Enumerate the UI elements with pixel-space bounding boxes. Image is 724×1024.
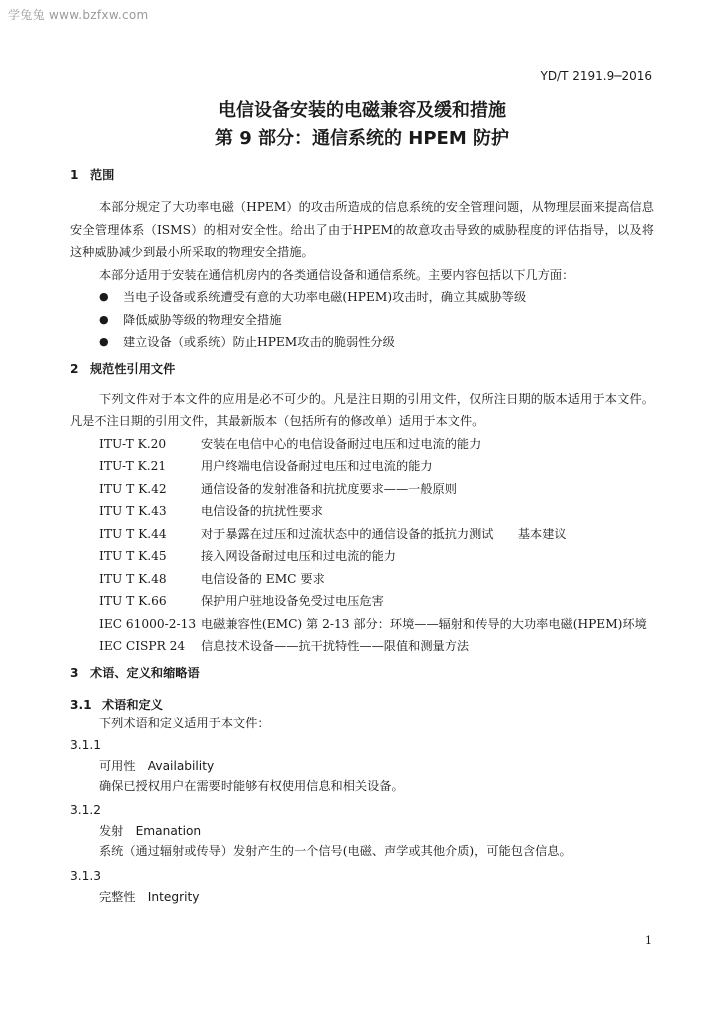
title-line-1: 电信设备安装的电磁兼容及缓和措施 [218, 100, 506, 121]
reference-row [99, 523, 647, 546]
list-item [70, 331, 654, 354]
section-heading-1 [70, 166, 654, 184]
subsection-title: 术语和定义 [102, 697, 163, 712]
subsection-intro: 下列术语和定义适用于本文件： [99, 715, 270, 730]
subsection-number: 3.1 [70, 697, 92, 712]
term-zh: 发射 [99, 824, 124, 838]
watermark: 学兔兔 www.bzfxw.com [8, 8, 149, 22]
term-en: Emanation [135, 824, 202, 838]
list-item-text: 降低威胁等级的物理安全措施 [123, 312, 282, 327]
reference-code: ITU-T K.20 [99, 436, 167, 451]
paragraph: 下列文件对于本文件的应用是必不可少的。凡是注日期的引用文件，仅所注日期的版本适用于本文件。凡是不注日期的引用文件，其最新版本（包括所有的修改单）适用于本文件。 [70, 391, 654, 428]
paragraph: 本部分适用于安装在通信机房内的各类通信设备和通信系统。主要内容包括以下几方面： [99, 267, 575, 282]
reference-code: IEC CISPR 24 [99, 639, 186, 653]
section-heading-2 [70, 360, 654, 378]
document-body [70, 166, 654, 906]
term-definition: 系统（通过辐射或传导）发射产生的一个信号(电磁、声学或其他介质)，可能包含信息。 [99, 844, 572, 858]
reference-code: IEC 61000-2-13 [99, 616, 197, 631]
term-number: 3.1.2 [70, 803, 102, 817]
section-title: 范围 [90, 168, 115, 182]
reference-row [99, 635, 647, 658]
term-zh: 完整性 [99, 889, 136, 904]
reference-code: ITU T K.42 [99, 481, 167, 496]
reference-code: ITU-T K.21 [99, 459, 167, 473]
bullet-icon: ● [99, 290, 109, 303]
reference-title: 用户终端电信设备耐过电压和过电流的能力 [201, 459, 433, 473]
list-item-text: 建立设备（或系统）防止HPEM攻击的脆弱性分级 [123, 335, 395, 349]
section-number: 1 [70, 168, 79, 182]
page-number: 1 [645, 934, 652, 947]
reference-row [99, 545, 647, 568]
term-heading [70, 757, 654, 775]
section-title: 规范性引用文件 [90, 361, 176, 376]
reference-row [99, 500, 647, 523]
term-definition: 确保已授权用户在需要时能够有权使用信息和相关设备。 [99, 778, 404, 793]
reference-list [99, 433, 647, 658]
reference-row [99, 455, 647, 478]
reference-row [99, 613, 647, 636]
reference-title: 电磁兼容性(EMC) 第 2-13 部分：环境——辐射和传导的大功率电磁(HPEM)环境 [201, 616, 647, 631]
section-title: 术语、定义和缩略语 [90, 665, 200, 680]
term-number: 3.1.3 [70, 868, 102, 883]
section-number: 3 [70, 665, 79, 680]
reference-title: 接入网设备耐过电压和过电流的能力 [201, 549, 396, 563]
reference-row [99, 568, 647, 591]
term-heading [70, 822, 654, 840]
reference-title: 安装在电信中心的电信设备耐过电压和过电流的能力 [201, 436, 482, 451]
reference-title: 电信设备的抗扰性要求 [201, 504, 323, 518]
term-en: Availability [147, 758, 215, 773]
section-heading-3 [70, 664, 654, 682]
term-number: 3.1.1 [70, 737, 102, 752]
reference-code: ITU T K.66 [99, 594, 167, 608]
reference-row [99, 478, 647, 501]
title-line-2: 第 9 部分：通信系统的 HPEM 防护 [214, 128, 510, 149]
bullet-list [70, 286, 654, 354]
reference-title: 保护用户驻地设备免受过电压危害 [201, 594, 384, 608]
list-item [70, 309, 654, 332]
reference-title: 信息技术设备——抗干扰特性——限值和测量方法 [201, 639, 470, 653]
reference-code: ITU T K.45 [99, 549, 167, 563]
term-zh: 可用性 [99, 758, 136, 773]
reference-row [99, 590, 647, 613]
subsection-heading-3-1 [70, 696, 654, 714]
paragraph: 本部分规定了大功率电磁（HPEM）的攻击所造成的信息系统的安全管理问题，从物理层面来提高信息安全管理体系（ISMS）的相对安全性。给出了由于HPEM的故意攻击导致的威胁程度的评估指导，以及将这种威胁减少到最小所采取的物理安全措施。 [70, 200, 654, 259]
list-item-text: 当电子设备或系统遭受有意的大功率电磁(HPEM)攻击时，确立其威胁等级 [123, 290, 527, 304]
reference-code: ITU T K.44 [99, 526, 167, 541]
bullet-icon: ● [99, 312, 109, 326]
section-number: 2 [70, 361, 79, 376]
bullet-icon: ● [99, 335, 109, 348]
document-title [0, 98, 724, 152]
list-item [70, 286, 654, 309]
term-heading [70, 888, 654, 906]
reference-title: 通信设备的发射准备和抗扰度要求——一般原则 [201, 481, 457, 496]
reference-row [99, 433, 647, 456]
reference-code: ITU T K.48 [99, 571, 167, 586]
reference-code: ITU T K.43 [99, 504, 167, 518]
reference-title: 对于暴露在过压和过流状态中的通信设备的抵抗力测试 基本建议 [201, 526, 567, 541]
standard-code: YD/T 2191.9─2016 [540, 69, 652, 83]
reference-title: 电信设备的 EMC 要求 [201, 571, 325, 586]
term-en: Integrity [147, 889, 200, 904]
